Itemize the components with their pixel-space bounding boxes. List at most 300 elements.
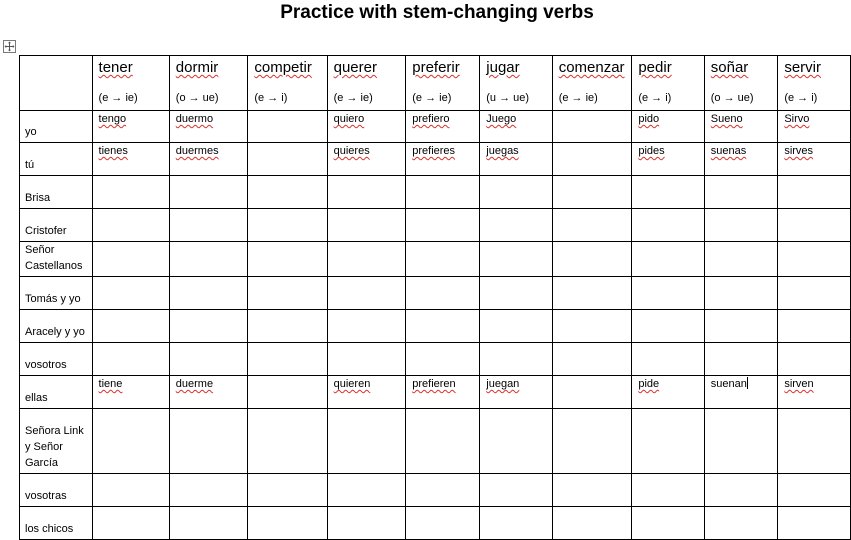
conjugation-text bbox=[486, 310, 551, 311]
conjugation-text bbox=[486, 176, 551, 177]
conjugation-text bbox=[254, 242, 326, 243]
conjugation-text bbox=[559, 310, 632, 311]
conjugation-cell[interactable] bbox=[327, 242, 406, 277]
table-row bbox=[20, 343, 851, 376]
conjugation-text bbox=[784, 409, 850, 410]
conjugation-text bbox=[711, 209, 778, 210]
conjugation-text bbox=[784, 209, 850, 210]
conjugation-cell[interactable] bbox=[248, 343, 327, 376]
conjugation-cell[interactable] bbox=[480, 111, 552, 143]
conjugation-cell[interactable] bbox=[632, 376, 704, 409]
conjugation-text bbox=[334, 277, 406, 278]
conjugation-cell[interactable] bbox=[406, 474, 480, 507]
conjugation-cell[interactable] bbox=[552, 343, 632, 376]
subject-cell[interactable] bbox=[20, 111, 93, 143]
conjugation-cell[interactable] bbox=[480, 176, 552, 209]
conjugation-text bbox=[254, 409, 326, 410]
conjugation-text bbox=[176, 310, 248, 311]
conjugation-cell[interactable] bbox=[169, 409, 248, 474]
conjugation-text bbox=[99, 474, 169, 475]
conjugation-text: suenas bbox=[710, 145, 747, 157]
conjugation-text bbox=[784, 507, 850, 508]
subject-cell[interactable] bbox=[20, 143, 93, 176]
table-row bbox=[20, 242, 851, 277]
conjugation-text bbox=[784, 176, 850, 177]
conjugation-cell[interactable] bbox=[92, 143, 169, 176]
table-row bbox=[20, 409, 851, 474]
conjugation-cell[interactable] bbox=[406, 507, 480, 540]
verb-infinitive: servir bbox=[784, 59, 821, 76]
verb-infinitive: dormir bbox=[175, 59, 219, 76]
conjugation-text bbox=[254, 143, 326, 144]
conjugation-text bbox=[334, 310, 406, 311]
conjugation-cell[interactable] bbox=[704, 343, 778, 376]
conjugation-text bbox=[559, 409, 632, 410]
conjugation-cell[interactable] bbox=[552, 474, 632, 507]
verb-header-cell[interactable] bbox=[92, 56, 169, 111]
conjugation-cell[interactable] bbox=[406, 242, 480, 277]
conjugation-text bbox=[638, 277, 703, 278]
conjugation-cell[interactable] bbox=[632, 209, 704, 242]
conjugation-text bbox=[486, 242, 551, 243]
conjugation-cell[interactable] bbox=[480, 143, 552, 176]
subject-cell[interactable] bbox=[20, 507, 93, 540]
conjugation-text bbox=[638, 474, 703, 475]
conjugation-text bbox=[176, 176, 248, 177]
conjugation-cell[interactable] bbox=[169, 343, 248, 376]
conjugation-cell[interactable] bbox=[632, 507, 704, 540]
conjugation-text: quiero bbox=[333, 113, 365, 125]
conjugation-cell[interactable] bbox=[552, 176, 632, 209]
conjugation-text bbox=[711, 310, 778, 311]
conjugation-cell[interactable] bbox=[169, 507, 248, 540]
conjugation-text bbox=[99, 409, 169, 410]
conjugation-text bbox=[486, 277, 551, 278]
conjugation-cell[interactable] bbox=[778, 111, 851, 143]
conjugation-cell[interactable] bbox=[632, 409, 704, 474]
conjugation-text bbox=[784, 277, 850, 278]
conjugation-cell[interactable] bbox=[552, 409, 632, 474]
conjugation-text: quieren bbox=[333, 378, 371, 390]
conjugation-text bbox=[559, 376, 632, 377]
conjugation-text bbox=[638, 242, 703, 243]
conjugation-cell[interactable] bbox=[169, 176, 248, 209]
conjugation-text: juegas bbox=[486, 145, 519, 157]
conjugation-cell[interactable] bbox=[480, 242, 552, 277]
subject-cell[interactable] bbox=[20, 277, 93, 310]
conjugation-cell[interactable] bbox=[327, 143, 406, 176]
conjugation-text: sirven bbox=[784, 378, 814, 390]
conjugation-cell[interactable] bbox=[248, 376, 327, 409]
conjugation-text bbox=[176, 474, 248, 475]
conjugation-cell[interactable] bbox=[704, 310, 778, 343]
stem-change-label: (u → ue) bbox=[486, 92, 530, 104]
stem-change-label: (o → ue) bbox=[175, 92, 219, 104]
conjugation-text bbox=[638, 176, 703, 177]
conjugation-cell[interactable] bbox=[248, 176, 327, 209]
conjugation-cell[interactable] bbox=[92, 507, 169, 540]
subject-cell[interactable] bbox=[20, 310, 93, 343]
conjugation-cell[interactable] bbox=[480, 409, 552, 474]
conjugation-cell[interactable] bbox=[480, 343, 552, 376]
conjugation-cell[interactable] bbox=[552, 111, 632, 143]
stem-change-label: (e → i) bbox=[784, 92, 818, 104]
verb-infinitive: querer bbox=[333, 59, 377, 76]
conjugation-text bbox=[254, 474, 326, 475]
subject-cell[interactable] bbox=[20, 343, 93, 376]
table-move-handle-icon[interactable] bbox=[3, 40, 16, 53]
conjugation-cell[interactable] bbox=[632, 143, 704, 176]
conjugation-cell[interactable] bbox=[632, 474, 704, 507]
conjugation-cell[interactable] bbox=[248, 474, 327, 507]
conjugation-cell[interactable] bbox=[480, 310, 552, 343]
conjugation-text bbox=[638, 409, 703, 410]
subject-cell[interactable] bbox=[20, 409, 93, 474]
conjugation-cell[interactable] bbox=[248, 209, 327, 242]
conjugation-text bbox=[638, 310, 703, 311]
conjugation-text bbox=[254, 343, 326, 344]
conjugation-cell[interactable] bbox=[778, 277, 851, 310]
conjugation-text bbox=[176, 409, 248, 410]
table-row bbox=[20, 474, 851, 507]
conjugation-text bbox=[711, 176, 778, 177]
conjugation-cell[interactable] bbox=[327, 277, 406, 310]
header-row bbox=[20, 56, 851, 111]
conjugation-text bbox=[711, 474, 778, 475]
subject-label: Tomás y yo bbox=[25, 293, 81, 305]
conjugation-text: duermo bbox=[175, 113, 214, 125]
conjugation-cell[interactable] bbox=[704, 143, 778, 176]
text-cursor bbox=[747, 377, 748, 389]
subject-cell[interactable] bbox=[20, 209, 93, 242]
verb-infinitive: comenzar bbox=[558, 59, 625, 76]
conjugation-text bbox=[334, 176, 406, 177]
conjugation-cell[interactable] bbox=[327, 176, 406, 209]
conjugation-text bbox=[559, 507, 632, 508]
conjugation-cell[interactable] bbox=[778, 409, 851, 474]
conjugation-cell[interactable] bbox=[327, 343, 406, 376]
conjugation-text bbox=[559, 143, 632, 144]
conjugation-text bbox=[99, 242, 169, 243]
conjugation-text: tienes bbox=[98, 145, 128, 157]
conjugation-cell[interactable] bbox=[552, 143, 632, 176]
verb-infinitive: soñar bbox=[710, 59, 749, 76]
conjugation-text bbox=[784, 242, 850, 243]
verb-infinitive: pedir bbox=[638, 59, 672, 76]
conjugation-cell[interactable] bbox=[704, 507, 778, 540]
conjugation-cell[interactable] bbox=[406, 277, 480, 310]
conjugation-text: duermes bbox=[175, 145, 219, 157]
conjugation-text bbox=[254, 176, 326, 177]
conjugation-cell[interactable] bbox=[92, 409, 169, 474]
conjugation-text bbox=[254, 277, 326, 278]
subject-cell[interactable] bbox=[20, 176, 93, 209]
subject-label: Aracely y yo bbox=[25, 326, 85, 338]
conjugation-text bbox=[99, 277, 169, 278]
header-corner-cell[interactable] bbox=[20, 56, 93, 111]
conjugation-cell[interactable] bbox=[632, 343, 704, 376]
verb-header-cell[interactable] bbox=[552, 56, 632, 111]
table-row bbox=[20, 111, 851, 143]
conjugation-text bbox=[784, 310, 850, 311]
conjugation-text bbox=[99, 176, 169, 177]
verb-header-cell[interactable] bbox=[778, 56, 851, 111]
subject-label: vosotros bbox=[25, 359, 67, 371]
conjugation-text bbox=[254, 507, 326, 508]
conjugation-cell[interactable] bbox=[169, 277, 248, 310]
conjugation-text bbox=[711, 277, 778, 278]
conjugation-text bbox=[99, 310, 169, 311]
conjugation-text bbox=[638, 343, 703, 344]
conjugation-cell[interactable] bbox=[632, 310, 704, 343]
conjugation-cell[interactable] bbox=[480, 209, 552, 242]
conjugation-cell[interactable] bbox=[248, 143, 327, 176]
conjugation-text bbox=[334, 242, 406, 243]
conjugation-text bbox=[486, 409, 551, 410]
conjugation-text bbox=[711, 409, 778, 410]
conjugation-cell[interactable] bbox=[92, 474, 169, 507]
conjugation-cell[interactable] bbox=[327, 474, 406, 507]
table-row bbox=[20, 209, 851, 242]
conjugation-text bbox=[711, 343, 778, 344]
conjugation-text bbox=[176, 507, 248, 508]
conjugation-text: juegan bbox=[486, 378, 520, 390]
conjugation-cell[interactable] bbox=[778, 343, 851, 376]
subject-label: Señor Castellanos bbox=[25, 244, 83, 272]
subject-label: tú bbox=[25, 159, 35, 171]
conjugation-cell[interactable] bbox=[704, 242, 778, 277]
document-title: Practice with stem-changing verbs bbox=[280, 2, 594, 23]
conjugation-cell[interactable] bbox=[327, 376, 406, 409]
stem-change-label: (e → i) bbox=[638, 92, 672, 104]
conjugation-text bbox=[711, 242, 778, 243]
conjugation-cell[interactable] bbox=[778, 310, 851, 343]
table-row bbox=[20, 310, 851, 343]
conjugation-cell[interactable] bbox=[169, 376, 248, 409]
conjugation-cell[interactable] bbox=[778, 474, 851, 507]
conjugation-text: pide bbox=[638, 378, 660, 390]
conjugation-text: pides bbox=[638, 145, 665, 157]
conjugation-cell[interactable] bbox=[169, 242, 248, 277]
conjugation-cell[interactable] bbox=[552, 277, 632, 310]
conjugation-cell[interactable] bbox=[778, 376, 851, 409]
conjugation-text bbox=[334, 209, 406, 210]
conjugation-cell[interactable] bbox=[92, 209, 169, 242]
conjugation-cell[interactable] bbox=[552, 507, 632, 540]
conjugation-cell[interactable] bbox=[632, 277, 704, 310]
conjugation-cell[interactable] bbox=[632, 242, 704, 277]
conjugation-cell[interactable] bbox=[327, 310, 406, 343]
conjugation-text bbox=[176, 277, 248, 278]
conjugation-text bbox=[334, 474, 406, 475]
table-row bbox=[20, 277, 851, 310]
conjugation-text: tiene bbox=[98, 378, 123, 390]
conjugation-text bbox=[176, 343, 248, 344]
conjugation-cell[interactable] bbox=[406, 310, 480, 343]
conjugation-text bbox=[334, 409, 406, 410]
conjugation-cell[interactable] bbox=[248, 242, 327, 277]
conjugation-cell[interactable] bbox=[552, 242, 632, 277]
subject-label: los chicos bbox=[25, 523, 74, 535]
conjugation-text bbox=[784, 343, 850, 344]
conjugation-text bbox=[412, 242, 479, 243]
conjugation-text bbox=[334, 507, 406, 508]
conjugation-cell[interactable] bbox=[327, 111, 406, 143]
conjugation-text bbox=[784, 474, 850, 475]
conjugation-cell[interactable] bbox=[778, 242, 851, 277]
conjugation-text bbox=[559, 111, 632, 112]
conjugation-text bbox=[99, 343, 169, 344]
conjugation-cell[interactable] bbox=[406, 343, 480, 376]
conjugation-cell[interactable] bbox=[480, 507, 552, 540]
conjugation-cell[interactable] bbox=[92, 343, 169, 376]
subject-cell[interactable] bbox=[20, 474, 93, 507]
verb-infinitive: competir bbox=[254, 59, 312, 76]
conjugation-text bbox=[176, 209, 248, 210]
conjugation-cell[interactable] bbox=[778, 176, 851, 209]
verb-conjugation-table bbox=[19, 55, 851, 540]
conjugation-text bbox=[559, 242, 632, 243]
subject-label: yo bbox=[25, 126, 37, 138]
subject-label: Señora Link y Señor García bbox=[25, 425, 84, 469]
conjugation-cell[interactable] bbox=[92, 242, 169, 277]
conjugation-cell[interactable] bbox=[406, 143, 480, 176]
conjugation-cell[interactable] bbox=[480, 376, 552, 409]
conjugation-cell[interactable] bbox=[632, 176, 704, 209]
conjugation-cell[interactable] bbox=[169, 474, 248, 507]
stem-change-label: (e → i) bbox=[254, 92, 288, 104]
conjugation-cell[interactable] bbox=[92, 277, 169, 310]
conjugation-cell[interactable] bbox=[480, 474, 552, 507]
conjugation-text: prefiero bbox=[412, 113, 450, 125]
conjugation-cell[interactable] bbox=[406, 209, 480, 242]
conjugation-text bbox=[254, 376, 326, 377]
conjugation-text bbox=[412, 277, 479, 278]
conjugation-text bbox=[412, 474, 479, 475]
subject-cell[interactable] bbox=[20, 242, 93, 277]
conjugation-cell[interactable] bbox=[92, 176, 169, 209]
conjugation-cell[interactable] bbox=[92, 310, 169, 343]
table-row bbox=[20, 143, 851, 176]
conjugation-cell[interactable] bbox=[778, 143, 851, 176]
table-row bbox=[20, 376, 851, 409]
conjugation-text bbox=[559, 277, 632, 278]
conjugation-cell[interactable] bbox=[248, 111, 327, 143]
stem-change-label: (e → ie) bbox=[333, 92, 373, 104]
conjugation-text bbox=[638, 507, 703, 508]
subject-label: ellas bbox=[25, 392, 48, 404]
conjugation-cell[interactable] bbox=[248, 507, 327, 540]
verb-header-cell[interactable] bbox=[248, 56, 327, 111]
conjugation-text bbox=[559, 474, 632, 475]
conjugation-text bbox=[254, 209, 326, 210]
conjugation-cell[interactable] bbox=[632, 111, 704, 143]
conjugation-text bbox=[559, 209, 632, 210]
conjugation-text bbox=[412, 209, 479, 210]
conjugation-cell[interactable] bbox=[327, 507, 406, 540]
conjugation-cell[interactable] bbox=[704, 209, 778, 242]
conjugation-text bbox=[412, 343, 479, 344]
conjugation-text bbox=[638, 209, 703, 210]
conjugation-text bbox=[486, 209, 551, 210]
verb-header-cell[interactable] bbox=[480, 56, 552, 111]
conjugation-cell[interactable] bbox=[92, 376, 169, 409]
subject-cell[interactable] bbox=[20, 376, 93, 409]
conjugation-cell[interactable] bbox=[169, 111, 248, 143]
conjugation-text: Juego bbox=[486, 113, 517, 125]
conjugation-text: tengo bbox=[98, 113, 127, 125]
conjugation-text bbox=[412, 310, 479, 311]
conjugation-text bbox=[486, 507, 551, 508]
conjugation-text: duerme bbox=[175, 378, 214, 390]
stem-change-label: (e → ie) bbox=[98, 92, 138, 104]
conjugation-cell[interactable] bbox=[248, 277, 327, 310]
verb-header-cell[interactable] bbox=[169, 56, 248, 111]
conjugation-cell[interactable] bbox=[778, 209, 851, 242]
conjugation-text bbox=[254, 111, 326, 112]
conjugation-cell[interactable] bbox=[552, 209, 632, 242]
subject-label: Cristofer bbox=[25, 225, 67, 237]
subject-label: Brisa bbox=[25, 192, 51, 204]
conjugation-text bbox=[486, 474, 551, 475]
conjugation-cell[interactable] bbox=[704, 176, 778, 209]
conjugation-cell[interactable] bbox=[248, 310, 327, 343]
conjugation-cell[interactable] bbox=[552, 376, 632, 409]
conjugation-cell[interactable] bbox=[704, 409, 778, 474]
verb-header-cell[interactable] bbox=[704, 56, 778, 111]
conjugation-cell[interactable] bbox=[169, 310, 248, 343]
conjugation-text: sirves bbox=[784, 145, 814, 157]
verb-header-cell[interactable] bbox=[632, 56, 704, 111]
stem-change-label: (e → ie) bbox=[412, 92, 452, 104]
subject-label: vosotras bbox=[25, 490, 67, 502]
conjugation-text bbox=[559, 176, 632, 177]
conjugation-text bbox=[99, 209, 169, 210]
conjugation-text: quieres bbox=[333, 145, 370, 157]
conjugation-text bbox=[486, 343, 551, 344]
conjugation-cell[interactable] bbox=[406, 376, 480, 409]
conjugation-cell[interactable] bbox=[552, 310, 632, 343]
verb-header-cell[interactable] bbox=[327, 56, 406, 111]
conjugation-text bbox=[99, 507, 169, 508]
conjugation-text bbox=[334, 343, 406, 344]
conjugation-cell[interactable] bbox=[406, 111, 480, 143]
conjugation-cell[interactable] bbox=[778, 507, 851, 540]
conjugation-cell[interactable] bbox=[327, 409, 406, 474]
conjugation-cell[interactable] bbox=[480, 277, 552, 310]
conjugation-text bbox=[711, 507, 778, 508]
conjugation-cell[interactable] bbox=[92, 111, 169, 143]
conjugation-cell[interactable] bbox=[406, 409, 480, 474]
conjugation-cell[interactable] bbox=[406, 176, 480, 209]
conjugation-cell[interactable] bbox=[248, 409, 327, 474]
table-row bbox=[20, 507, 851, 540]
conjugation-cell[interactable] bbox=[704, 474, 778, 507]
conjugation-cell[interactable] bbox=[169, 143, 248, 176]
conjugation-cell[interactable] bbox=[327, 209, 406, 242]
verb-infinitive: tener bbox=[98, 59, 133, 76]
conjugation-text: prefieres bbox=[412, 145, 456, 157]
conjugation-cell[interactable] bbox=[704, 277, 778, 310]
conjugation-text bbox=[254, 310, 326, 311]
verb-header-cell[interactable] bbox=[406, 56, 480, 111]
conjugation-cell[interactable] bbox=[704, 376, 778, 409]
conjugation-cell[interactable] bbox=[169, 209, 248, 242]
table-row bbox=[20, 176, 851, 209]
conjugation-text bbox=[412, 507, 479, 508]
conjugation-cell[interactable] bbox=[704, 111, 778, 143]
conjugation-text: Sirvo bbox=[784, 113, 810, 125]
